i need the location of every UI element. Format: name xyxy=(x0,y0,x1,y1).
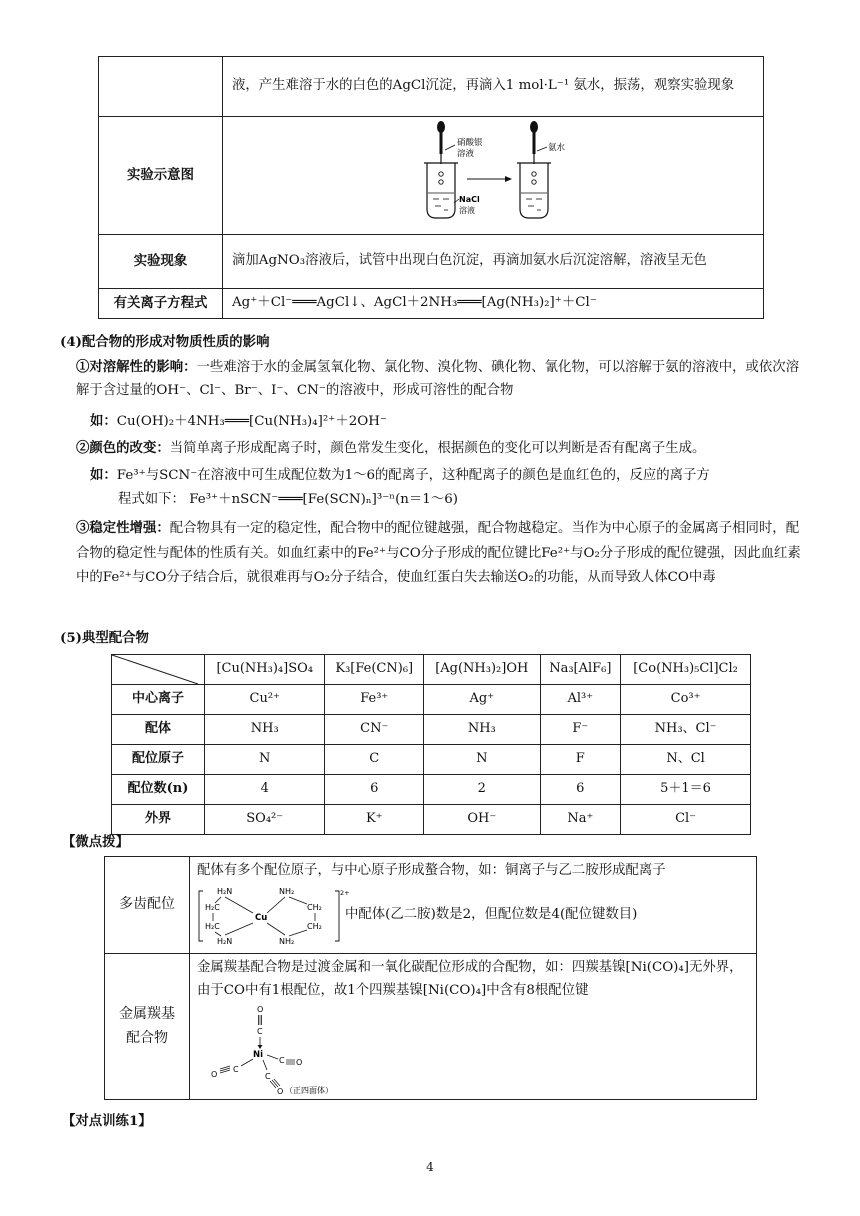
dropper-1 xyxy=(437,121,445,164)
item1-text: 一些难溶于水的金属氢氧化物、氯化物、溴化物、碘化物、氰化物，可以溶解于氨的溶液中，或依次溶解于含过量的OH⁻、Cl⁻、Br⁻、I⁻、CN⁻的溶液中，形成可溶性的配合物 xyxy=(76,360,800,398)
atom-h2n-top: H₂N xyxy=(217,886,233,896)
table-cell: NH₃ xyxy=(205,715,325,745)
atom-ch2-top: CH₂ xyxy=(307,902,322,912)
table-cell: N xyxy=(424,745,541,775)
experiment-diagram-cell xyxy=(223,117,764,235)
table-cell: 6 xyxy=(325,775,424,805)
column-header: [Ag(NH₃)₂]OH xyxy=(424,655,541,685)
diagonal-line xyxy=(112,655,198,684)
table-cell: CN⁻ xyxy=(325,715,424,745)
reagent-label-2: 氨水 xyxy=(548,143,566,153)
table-cell: NH₃、Cl⁻ xyxy=(621,715,751,745)
row-header: 配位数(n) xyxy=(112,775,205,805)
atom-h2n-bottom: H₂N xyxy=(217,936,233,946)
atom-o-right: O xyxy=(296,1057,303,1067)
table-row xyxy=(112,715,751,745)
table-cell: N xyxy=(205,745,325,775)
column-header: K₃[Fe(CN)₆] xyxy=(325,655,424,685)
phenomenon-label: 实验现象 xyxy=(99,234,223,288)
tetrahedral-note: （正四面体） xyxy=(285,1085,333,1095)
atom-c-right: C xyxy=(279,1055,285,1065)
atom-o-bottom: O xyxy=(277,1086,284,1096)
table-cell: 6 xyxy=(540,775,621,805)
item2-example-line2: 程式如下： Fe³⁺＋nSCN⁻═══[Fe(SCN)ₙ]³⁻ⁿ(n＝1～6) xyxy=(118,492,458,507)
ionic-equation-label: 有关离子方程式 xyxy=(99,288,223,318)
item2-text: 当简单离子形成配离子时，颜色常发生变化，根据颜色的变化可以判断是否有配离子生成。 xyxy=(169,441,706,456)
item2-example xyxy=(90,464,804,488)
table-cell: Al³⁺ xyxy=(540,685,621,715)
solution-label-b: 溶液 xyxy=(459,206,475,215)
table-cell: Cl⁻ xyxy=(621,805,751,835)
atom-nh2-top: NH₂ xyxy=(279,886,295,896)
table-corner-cell xyxy=(112,655,205,685)
process-arrow xyxy=(467,176,512,182)
column-header: Na₃[AlF₆] xyxy=(540,655,621,685)
table-cell: K⁺ xyxy=(325,805,424,835)
table-cell: Co³⁺ xyxy=(621,685,751,715)
item2-example-line1: Fe³⁺与SCN⁻在溶液中可生成配位数为1～6的配离子，这种配离子的颜色是血红色的，反应的离子方 xyxy=(116,468,710,483)
tips-table xyxy=(104,856,757,1100)
item2-example-label: 如： xyxy=(90,467,117,483)
table-row xyxy=(112,685,751,715)
table-cell: N、Cl xyxy=(621,745,751,775)
section4-item3 xyxy=(76,516,802,591)
metal-carbonyl-label-text: 金属羰基配合物 xyxy=(119,1005,175,1046)
complex-charge: 2+ xyxy=(340,888,350,897)
row-header: 配体 xyxy=(112,715,205,745)
table-cell: C xyxy=(325,745,424,775)
atom-c-top: C xyxy=(257,1026,263,1036)
table-cell: F⁻ xyxy=(540,715,621,745)
table-cell: 5＋1＝6 xyxy=(621,775,751,805)
section4-heading: (4)配合物的形成对物质性质的影响 xyxy=(60,334,270,350)
table-cell: Na⁺ xyxy=(540,805,621,835)
experiment-table xyxy=(98,56,764,319)
test-tube-diagram xyxy=(223,117,763,225)
item3-text: 配合物具有一定的稳定性，配合物中的配位键越强，配合物越稳定。当作为中心原子的金属离子相同时，配合物的稳定性与配体的性质有关。如血红素中的Fe²⁺与CO分子形成的配位键比Fe²⁺与O₂分子形成的配位键强，因此血红素中的Fe²⁺与CO分子结合后，就很难再与O₂分子结合，使血红蛋白失去输送O₂的功能，从而导致人体CO中毒 xyxy=(76,521,801,586)
tips-heading: 【微点拨】 xyxy=(62,834,129,850)
table-cell: Ag⁺ xyxy=(424,685,541,715)
table-row xyxy=(112,745,751,775)
item3-head: ③稳定性增强： xyxy=(76,520,170,536)
test-tube-1 xyxy=(424,163,458,218)
metal-carbonyl-cell xyxy=(190,954,757,1100)
table-cell: NH₃ xyxy=(424,715,541,745)
section4-item1 xyxy=(76,356,802,403)
table-cell: 4 xyxy=(205,775,325,805)
multidentate-text: 配体有多个配位原子，与中心原子形成螯合物，如：铜离子与乙二胺形成配离子 xyxy=(197,863,666,878)
nickel-tetracarbonyl-structure xyxy=(205,1003,375,1095)
table-row xyxy=(112,775,751,805)
item1-example-text: Cu(OH)₂＋4NH₃═══[Cu(NH₃)₄]²⁺＋2OH⁻ xyxy=(116,414,387,429)
table-cell: OH⁻ xyxy=(424,805,541,835)
atom-cu: Cu xyxy=(255,912,268,923)
item1-example xyxy=(90,410,387,434)
metal-carbonyl-label xyxy=(105,954,190,1100)
phenomenon-text: 滴加AgNO₃溶液后，试管中出现白色沉淀，再滴加氨水后沉淀溶解，溶液呈无色 xyxy=(223,234,764,288)
row-header: 配位原子 xyxy=(112,745,205,775)
atom-c-bottom: C xyxy=(265,1071,271,1081)
page-number: 4 xyxy=(426,1160,434,1174)
item1-head: ①对溶解性的影响： xyxy=(76,359,197,375)
test-tube-2 xyxy=(517,163,551,218)
atom-nh2-bottom: NH₂ xyxy=(279,936,295,946)
reagent-label-1a: 硝酸银 xyxy=(457,138,483,148)
atom-c-left: C xyxy=(233,1064,239,1074)
ionic-equation-text: Ag⁺＋Cl⁻═══AgCl↓、AgCl＋2NH₃═══[Ag(NH₃)₂]⁺＋Cl⁻ xyxy=(223,288,764,318)
atom-h2c-bottom: H₂C xyxy=(205,921,220,931)
multidentate-label: 多齿配位 xyxy=(105,857,190,954)
dropper-2 xyxy=(530,121,538,164)
diagram-label: 实验示意图 xyxy=(99,117,223,235)
column-header: [Cu(NH₃)₄]SO₄ xyxy=(205,655,325,685)
multidentate-note: 中配体(乙二胺)数是2，但配位数是4(配位键数目) xyxy=(345,907,638,923)
multidentate-cell xyxy=(190,857,757,954)
table-cell: F xyxy=(540,745,621,775)
atom-ni: Ni xyxy=(253,1049,264,1060)
column-header: [Co(NH₃)₅Cl]Cl₂ xyxy=(621,655,751,685)
cu-ethylenediamine-structure xyxy=(197,885,350,947)
atom-ch2-bottom: CH₂ xyxy=(307,921,322,931)
table-cell: Fe³⁺ xyxy=(325,685,424,715)
typical-complexes-table xyxy=(111,654,751,835)
section5-heading: (5)典型配合物 xyxy=(60,630,149,646)
table-cell: 2 xyxy=(424,775,541,805)
table-cell: SO₄²⁻ xyxy=(205,805,325,835)
training-heading: 【对点训练1】 xyxy=(62,1113,152,1129)
row-header: 中心离子 xyxy=(112,685,205,715)
reagent-label-1b: 溶液 xyxy=(457,149,475,159)
atom-o-top: O xyxy=(257,1004,264,1014)
solution-label-a: NaCl xyxy=(459,195,480,204)
item1-example-label: 如： xyxy=(90,413,117,429)
table-cell: Cu²⁺ xyxy=(205,685,325,715)
atom-h2c-top: H₂C xyxy=(205,902,220,912)
metal-carbonyl-text: 金属羰基配合物是过渡金属和一氧化碳配位形成的合配物，如：四羰基镍[Ni(CO)₄]无外界，由于CO中有1根配位，故1个四羰基镍[Ni(CO)₄]中含有8根配位键 xyxy=(197,960,743,998)
experiment-table-blank-cell xyxy=(99,57,223,117)
row-header: 外界 xyxy=(112,805,205,835)
experiment-procedure-text: 液，产生难溶于水的白色的AgCl沉淀，再滴入1 mol·L⁻¹ 氨水，振荡，观察实验现象 xyxy=(223,57,764,117)
atom-o-left: O xyxy=(211,1069,218,1079)
section4-item2 xyxy=(76,437,806,461)
table-row xyxy=(112,805,751,835)
item2-head: ②颜色的改变： xyxy=(76,440,170,456)
